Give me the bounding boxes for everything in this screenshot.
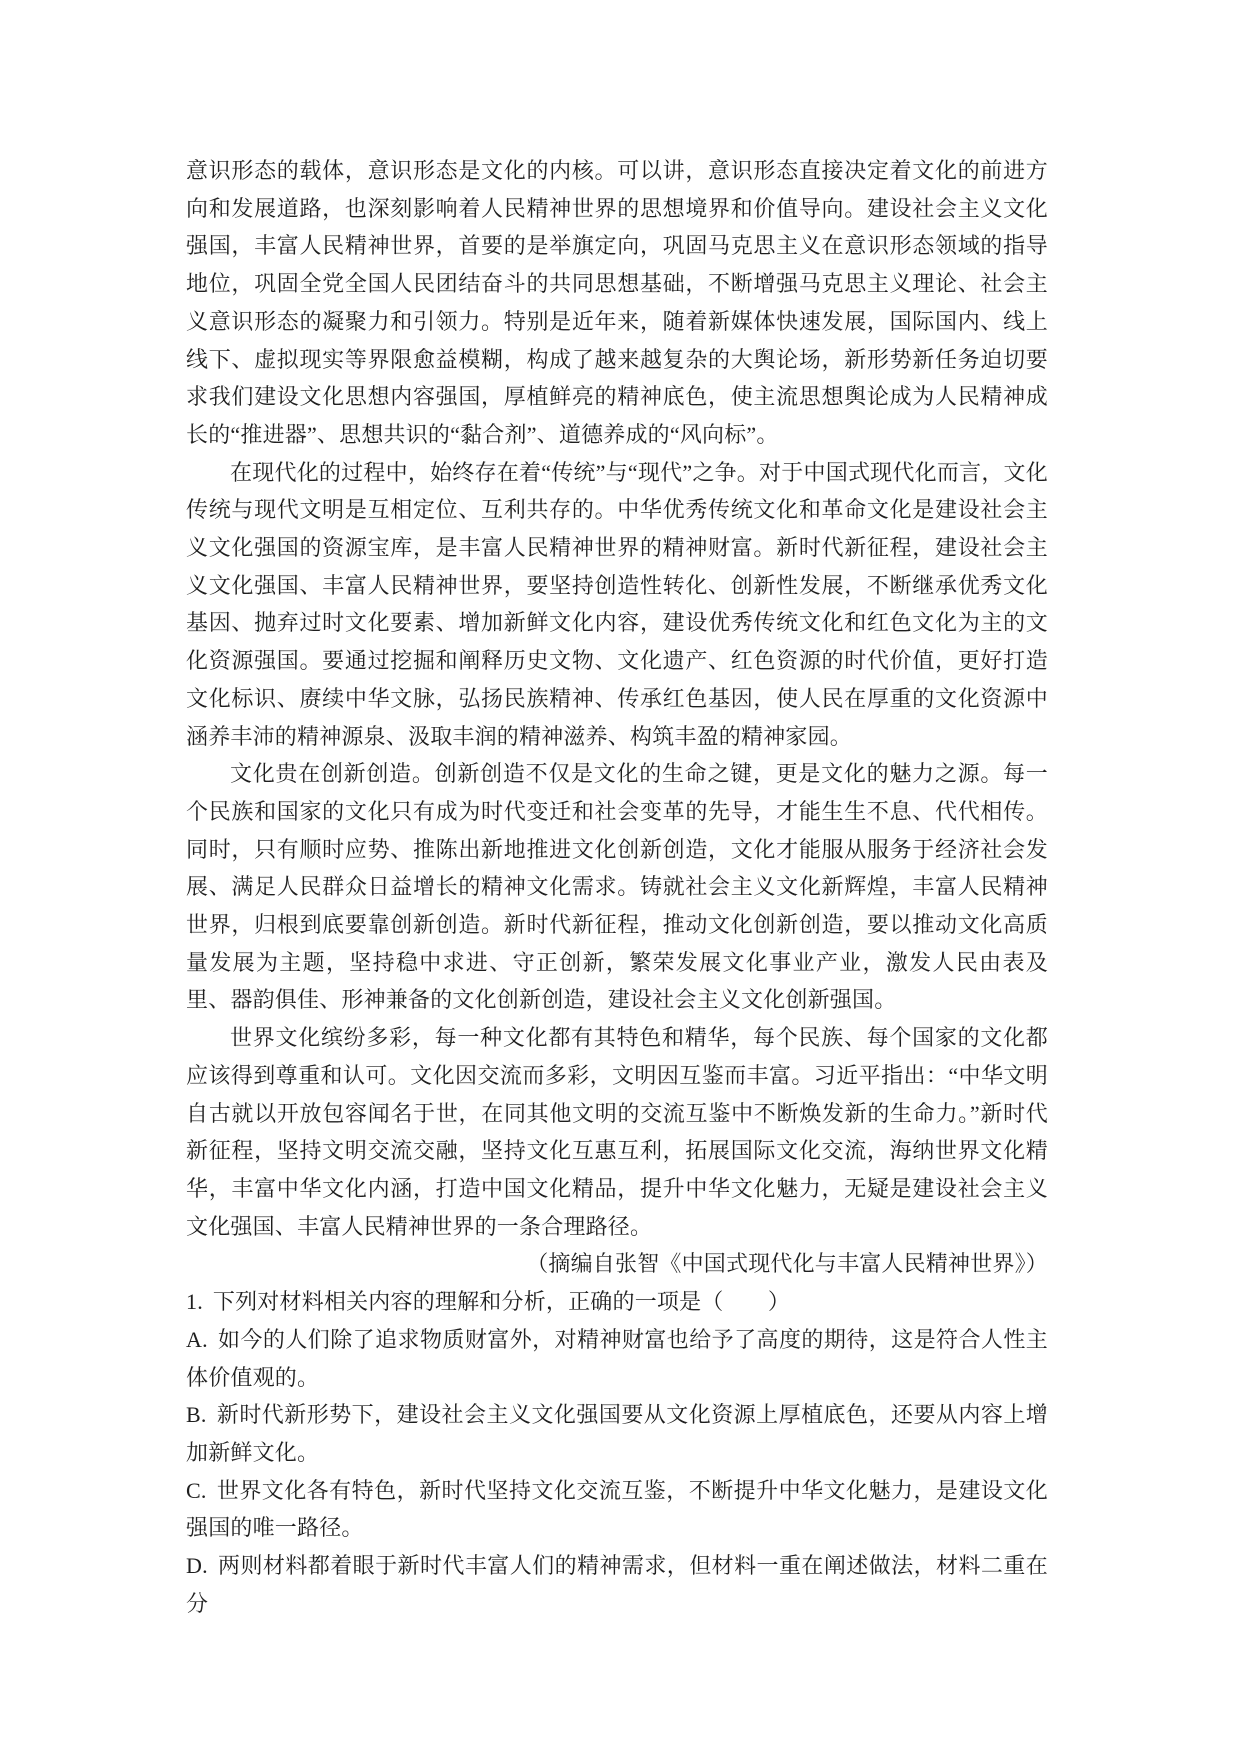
option-a-label: A. xyxy=(186,1326,208,1352)
passage-paragraph-2: 在现代化的过程中，始终存在着“传统”与“现代”之争。对于中国式现代化而言，文化传统与现代文明是互相定位、互利共存的。中华优秀传统文化和革命文化是建设社会主义文化强国的资源宝库，是丰富人民精神世界的精神财富。新时代新征程，建设社会主义文化强国、丰富人民精神世界，要坚持创造性转化、创新性发展，不断继承优秀文化基因、抛弃过时文化要素、增加新鲜文化内容，建设优秀传统文化和红色文化为主的文化资源强国。要通过挖掘和阐释历史文物、文化遗产、红色资源的时代价值，更好打造文化标识、赓续中华文脉，弘扬民族精神、传承红色基因，使人民在厚重的文化资源中涵养丰沛的精神源泉、汲取丰润的精神滋养、构筑丰盈的精神家园。 xyxy=(186,459,1048,749)
option-c-label: C. xyxy=(186,1477,207,1503)
passage-paragraph-4: 世界文化缤纷多彩，每一种文化都有其特色和精华，每个民族、每个国家的文化都应该得到尊重和认可。文化因交流而多彩，文明因互鉴而丰富。习近平指出：“中华文明自古就以开放包容闻名于世，在同其他文明的交流互鉴中不断焕发新的生命力。”新时代新征程，坚持文明交流交融，坚持文化互惠互利，拓展国际文化交流，海纳世界文化精华，丰富中华文化内涵，打造中国文化精品，提升中华文化魅力，无疑是建设社会主义文化强国、丰富人民精神世界的一条合理路径。 xyxy=(186,1025,1048,1239)
option-c xyxy=(186,1472,1048,1547)
reading-passage xyxy=(186,152,1048,1283)
option-d xyxy=(186,1547,1048,1622)
option-d-text: 两则材料都着眼于新时代丰富人们的精神需求，但材料一重在阐述做法，材料二重在分 xyxy=(186,1553,1048,1616)
option-a-text: 如今的人们除了追求物质财富外，对精神财富也给予了高度的期待，这是符合人性主体价值观的。 xyxy=(186,1326,1048,1390)
passage-paragraph-1: 意识形态的载体，意识形态是文化的内核。可以讲，意识形态直接决定着文化的前进方向和发展道路，也深刻影响着人民精神世界的思想境界和价值导向。建设社会主义文化强国，丰富人民精神世界，首要的是举旗定向，巩固马克思主义在意识形态领域的指导地位，巩固全党全国人民团结奋斗的共同思想基础，不断增强马克思主义理论、社会主义意识形态的凝聚力和引领力。特别是近年来，随着新媒体快速发展，国际国内、线上线下、虚拟现实等界限愈益模糊，构成了越来越复杂的大舆论场，新形势新任务迫切要求我们建设文化思想内容强国，厚植鲜亮的精神底色，使主流思想舆论成为人民精神成长的“推进器”、思想共识的“黏合剂”、道德养成的“风向标”。 xyxy=(186,158,1048,447)
option-b-text: 新时代新形势下，建设社会主义文化强国要从文化资源上厚植底色，还要从内容上增加新鲜文化。 xyxy=(186,1402,1048,1465)
option-a xyxy=(186,1321,1048,1396)
passage-attribution: （摘编自张智《中国式现代化与丰富人民精神世界》） xyxy=(526,1251,1048,1277)
question-number: 1. xyxy=(186,1289,203,1315)
option-b xyxy=(186,1396,1048,1471)
passage-paragraph-3: 文化贵在创新创造。创新创造不仅是文化的生命之键，更是文化的魅力之源。每一个民族和国家的文化只有成为时代变迁和社会变革的先导，才能生生不息、代代相传。同时，只有顺时应势、推陈出新地推进文化创新创造，文化才能服从服务于经济社会发展、满足人民群众日益增长的精神文化需求。铸就社会主义文化新辉煌，丰富人民精神世界，归根到底要靠创新创造。新时代新征程，推动文化创新创造，要以推动文化高质量发展为主题，坚持稳中求进、守正创新，繁荣发展文化事业产业，激发人民由表及里、器韵俱佳、形神兼备的文化创新创造，建设社会主义文化创新强国。 xyxy=(186,761,1048,1013)
question-stem xyxy=(186,1283,1048,1321)
option-c-text: 世界文化各有特色，新时代坚持文化交流互鉴，不断提升中华文化魅力，是建设文化强国的唯一路径。 xyxy=(186,1477,1048,1541)
option-b-label: B. xyxy=(186,1402,207,1428)
question-1-block xyxy=(186,1283,1048,1622)
option-d-label: D. xyxy=(186,1553,208,1579)
question-text: 下列对材料相关内容的理解和分析，正确的一项是（ ） xyxy=(212,1289,791,1315)
